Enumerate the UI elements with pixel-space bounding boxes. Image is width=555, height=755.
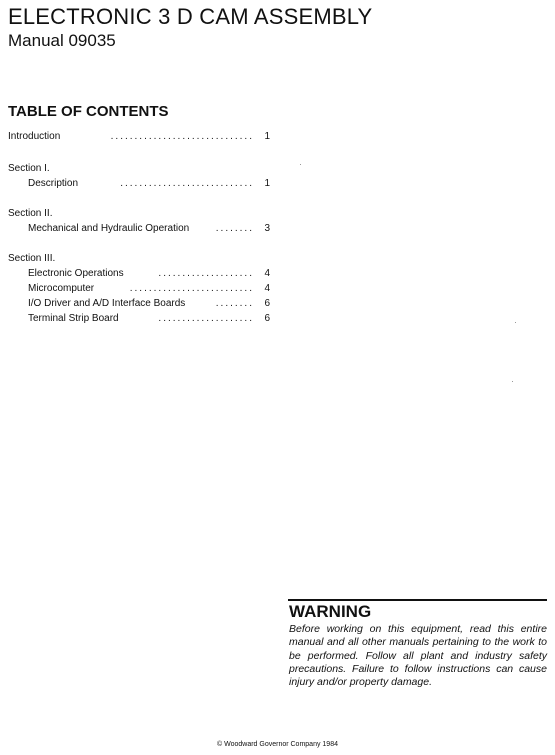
toc-entry-label: Terminal Strip Board: [28, 313, 119, 324]
toc-section-iii: Section III.: [8, 253, 56, 264]
toc-entry-terminal-strip-board[interactable]: [28, 312, 270, 325]
toc-leader-dots: ..........................: [129, 283, 254, 294]
toc-entry-mechanical-hydraulic[interactable]: [28, 222, 270, 235]
scan-speck: [512, 381, 513, 382]
toc-entry-page: 6: [264, 313, 270, 324]
scan-speck: [300, 164, 301, 165]
document-title: ELECTRONIC 3 D CAM ASSEMBLY: [8, 4, 373, 29]
scan-speck: [515, 322, 516, 323]
toc-entry-page: 1: [264, 178, 270, 189]
toc-leader-dots: ............................: [120, 178, 254, 189]
toc-section-ii: Section II.: [8, 208, 53, 219]
toc-entry-label: Electronic Operations: [28, 268, 124, 279]
toc-entry-io-driver-boards[interactable]: [28, 297, 270, 310]
warning-divider: [288, 599, 547, 601]
toc-leader-dots: ....................: [158, 313, 254, 324]
toc-entry-label: Microcomputer: [28, 283, 95, 294]
toc-entry-page: 4: [264, 283, 270, 294]
toc-entry-label: I/O Driver and A/D Interface Boards: [28, 298, 186, 309]
manual-number: Manual 09035: [8, 31, 116, 50]
toc-entry-page: 4: [264, 268, 270, 279]
toc-leader-dots: ........: [215, 223, 254, 234]
toc-entry-page: 6: [264, 298, 270, 309]
toc-entry-page: 3: [264, 223, 270, 234]
toc-entry-introduction[interactable]: [8, 130, 270, 143]
toc-entry-label: Mechanical and Hydraulic Operation: [28, 223, 190, 234]
toc-entry-microcomputer[interactable]: [28, 282, 270, 295]
toc-leader-dots: ....................: [158, 268, 254, 279]
toc-leader-dots: ........: [215, 298, 254, 309]
toc-entry-description[interactable]: [28, 177, 270, 190]
warning-title: WARNING: [289, 602, 372, 621]
toc-section-i: Section I.: [8, 163, 50, 174]
toc-entry-electronic-operations[interactable]: [28, 267, 270, 280]
toc-leader-dots: ..............................: [110, 131, 254, 142]
toc-entry-label: Description: [28, 178, 79, 189]
copyright-footer: © Woodward Governor Company 1984: [217, 741, 338, 748]
toc-heading: TABLE OF CONTENTS: [8, 103, 169, 120]
warning-text: Before working on this equipment, read this entire manual and all other manuals pertaining to the work to be performed. Follow all plant and industry safety precautions. Failure to follow instructions can cause injury and/or property damage.: [289, 623, 547, 689]
toc-entry-page: 1: [264, 131, 270, 142]
toc-entry-label: Introduction: [8, 131, 61, 142]
